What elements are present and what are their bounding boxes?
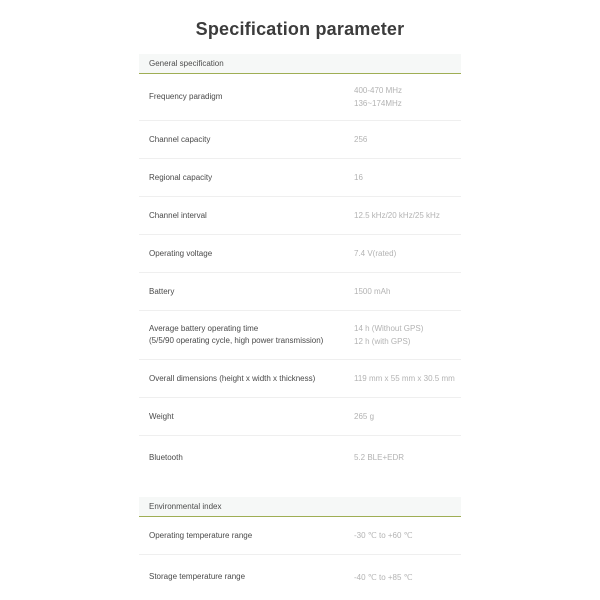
- spec-value-line: 14 h (Without GPS): [354, 324, 424, 333]
- spec-label: [139, 286, 354, 298]
- spec-page: [0, 19, 600, 600]
- spec-value-line: 119 mm x 55 mm x 30.5 mm: [354, 374, 455, 383]
- spec-label: [139, 248, 354, 260]
- spec-value-line: -30 ℃ to +60 ℃: [354, 531, 413, 540]
- spec-value: [354, 571, 461, 584]
- spec-value-line: 7.4 V(rated): [354, 249, 397, 258]
- spec-value-line: 256: [354, 135, 368, 144]
- spec-value: [354, 322, 461, 348]
- spec-row-weight: [139, 398, 461, 436]
- spec-label-line: Bluetooth: [149, 452, 183, 462]
- spec-label-line: Channel capacity: [149, 134, 211, 144]
- spec-value: [354, 247, 461, 260]
- spec-label-line: Average battery operating time: [149, 324, 259, 333]
- section-general-specification: [139, 54, 461, 479]
- spec-value-line: 265 g: [354, 412, 375, 421]
- spec-table: [139, 54, 461, 599]
- spec-row-channel-interval: [139, 197, 461, 235]
- spec-value: [354, 451, 461, 464]
- section-header-general: General specification: [139, 54, 461, 74]
- spec-row-overall-dimensions: [139, 360, 461, 398]
- spec-label-line: Storage temperature range: [149, 572, 246, 581]
- spec-label-line: (5/5/90 operating cycle, high power transmission): [149, 336, 324, 345]
- spec-label-line: Frequency paradigm: [149, 92, 223, 101]
- spec-value: [354, 84, 461, 110]
- spec-label: [139, 134, 354, 146]
- spec-row-operating-voltage: [139, 235, 461, 273]
- spec-label-line: Overall dimensions (height x width x thickness): [149, 373, 316, 383]
- spec-label: [139, 323, 354, 347]
- spec-value-line: 1500 mAh: [354, 287, 391, 296]
- spec-label: [139, 373, 354, 385]
- spec-label: [139, 571, 354, 583]
- spec-value: [354, 171, 461, 184]
- spec-label-line: Operating voltage: [149, 248, 213, 258]
- spec-value-line: 400-470 MHz: [354, 86, 403, 95]
- spec-label-line: Operating temperature range: [149, 530, 253, 540]
- spec-label-line: Battery: [149, 286, 175, 296]
- spec-row-battery: [139, 273, 461, 311]
- spec-value: [354, 529, 461, 542]
- spec-value: [354, 133, 461, 146]
- spec-value: [354, 410, 461, 423]
- spec-row-storage-temperature-range: [139, 555, 461, 599]
- spec-row-regional-capacity: [139, 159, 461, 197]
- spec-label-line: Channel interval: [149, 210, 207, 220]
- page-title: Specification parameter: [195, 19, 405, 39]
- spec-label: [139, 172, 354, 184]
- spec-row-average-battery-operating-time: [139, 311, 461, 360]
- spec-value-line: 136~174MHz: [354, 99, 402, 108]
- spec-value: [354, 209, 461, 222]
- spec-row-operating-temperature-range: [139, 517, 461, 555]
- spec-value-line: 12 h (with GPS): [354, 337, 411, 346]
- spec-value: [354, 285, 461, 298]
- spec-label: [139, 411, 354, 423]
- spec-row-channel-capacity: [139, 121, 461, 159]
- section-environmental-index: [139, 497, 461, 599]
- spec-value-line: 16: [354, 173, 363, 182]
- spec-value-line: 5.2 BLE+EDR: [354, 453, 405, 462]
- spec-label-line: Weight: [149, 411, 174, 421]
- spec-label: [139, 530, 354, 542]
- spec-value-line: 12.5 kHz/20 kHz/25 kHz: [354, 211, 440, 220]
- spec-label-line: Regional capacity: [149, 172, 213, 182]
- spec-value-line: -40 ℃ to +85 ℃: [354, 572, 413, 582]
- spec-row-bluetooth: [139, 436, 461, 479]
- spec-label: [139, 91, 354, 103]
- section-header-environmental: Environmental index: [139, 497, 461, 517]
- spec-value: [354, 372, 461, 385]
- spec-row-frequency-paradigm: [139, 74, 461, 121]
- spec-label: [139, 210, 354, 222]
- spec-label: [139, 452, 354, 464]
